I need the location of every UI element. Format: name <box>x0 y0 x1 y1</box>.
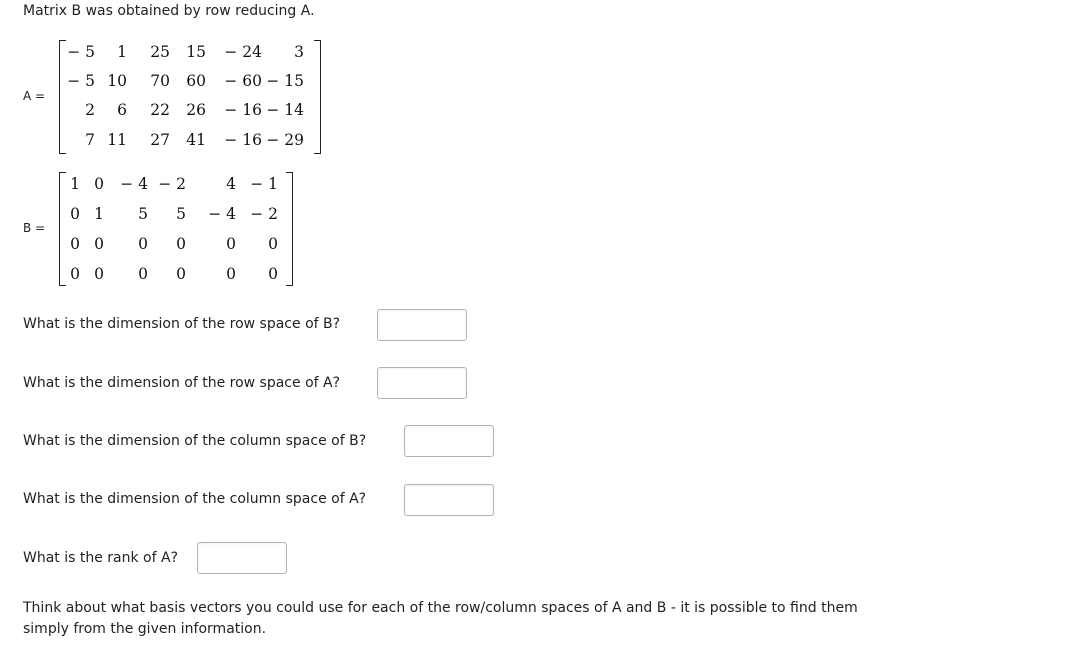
matrix-b-cell: − 4 <box>120 175 148 193</box>
matrix-b-right-bracket <box>286 172 293 286</box>
matrix-a-right-bracket <box>314 40 321 154</box>
hint-note: Think about what basis vectors you could use for each of the row/column spaces of A and B - it is possible to find them simply from the given information. <box>23 600 858 637</box>
matrix-b-left-bracket <box>59 172 66 286</box>
matrix-a-cell: 10 <box>107 72 127 90</box>
matrix-b-cell: 0 <box>70 205 80 223</box>
matrix-b-cell: 1 <box>94 205 104 223</box>
matrix-b-cell: 4 <box>226 175 236 193</box>
matrix-a-cell: 11 <box>107 131 127 149</box>
question-row-space-b: What is the dimension of the row space of B? <box>23 316 341 332</box>
matrix-a-left-bracket <box>59 40 66 154</box>
question-row-space-a: What is the dimension of the row space of A? <box>23 375 341 391</box>
matrix-a-cell: 6 <box>117 101 127 119</box>
matrix-b-cell: 0 <box>94 265 104 283</box>
matrix-a-cell: − 15 <box>266 72 304 90</box>
matrix-b-cell: 0 <box>176 235 186 253</box>
matrix-a-cell: − 24 <box>224 43 262 61</box>
matrix-b-cell: − 2 <box>250 205 278 223</box>
matrix-a-cell: − 5 <box>67 72 95 90</box>
matrix-a-cell: 7 <box>85 131 95 149</box>
matrix-b-cell: 0 <box>138 235 148 253</box>
question-column-space-a: What is the dimension of the column space of A? <box>23 491 367 507</box>
matrix-b-label: B = <box>23 221 46 235</box>
matrix-a-cell: 60 <box>186 72 206 90</box>
matrix-a-cell: 2 <box>85 101 95 119</box>
matrix-a-cell: 41 <box>186 131 206 149</box>
answer-rank-a[interactable] <box>197 542 287 574</box>
answer-column-space-b[interactable] <box>404 425 494 457</box>
matrix-a-cell: 26 <box>186 101 206 119</box>
matrix-b-cell: 0 <box>70 265 80 283</box>
matrix-a-cell: − 16 <box>224 131 262 149</box>
matrix-a-cell: 25 <box>150 43 170 61</box>
matrix-b-cell: − 4 <box>208 205 236 223</box>
intro-text: Matrix B was obtained by row reducing A. <box>23 3 315 19</box>
matrix-a-cell: − 16 <box>224 101 262 119</box>
matrix-a-label: A = <box>23 89 46 103</box>
matrix-a-cell: − 60 <box>224 72 262 90</box>
matrix-a-cell: − 14 <box>266 101 304 119</box>
matrix-b-cell: 0 <box>226 265 236 283</box>
matrix-b-cell: 0 <box>268 265 278 283</box>
matrix-b-cell: 0 <box>176 265 186 283</box>
question-rank-a: What is the rank of A? <box>23 550 179 566</box>
matrix-b <box>59 172 293 286</box>
matrix-b-cell: 5 <box>176 205 186 223</box>
answer-row-space-b[interactable] <box>377 309 467 341</box>
matrix-b-cell: 0 <box>138 265 148 283</box>
answer-row-space-a[interactable] <box>377 367 467 399</box>
matrix-a-cell: 1 <box>117 43 127 61</box>
matrix-a <box>59 40 321 154</box>
matrix-b-cell: − 1 <box>250 175 278 193</box>
matrix-b-cell: 5 <box>138 205 148 223</box>
matrix-b-cell: 0 <box>94 235 104 253</box>
matrix-a-cell: 3 <box>294 43 304 61</box>
matrix-a-cell: − 5 <box>67 43 95 61</box>
matrix-b-cell: 1 <box>70 175 80 193</box>
matrix-a-cell: 70 <box>150 72 170 90</box>
answer-column-space-a[interactable] <box>404 484 494 516</box>
matrix-b-cell: 0 <box>226 235 236 253</box>
matrix-a-cell: 15 <box>186 43 206 61</box>
matrix-b-cell: − 2 <box>158 175 186 193</box>
matrix-a-cell: 22 <box>150 101 170 119</box>
matrix-b-cell: 0 <box>268 235 278 253</box>
matrix-b-cell: 0 <box>70 235 80 253</box>
matrix-a-cell: − 29 <box>266 131 304 149</box>
question-column-space-b: What is the dimension of the column space of B? <box>23 433 367 449</box>
matrix-a-cell: 27 <box>150 131 170 149</box>
matrix-b-cell: 0 <box>94 175 104 193</box>
